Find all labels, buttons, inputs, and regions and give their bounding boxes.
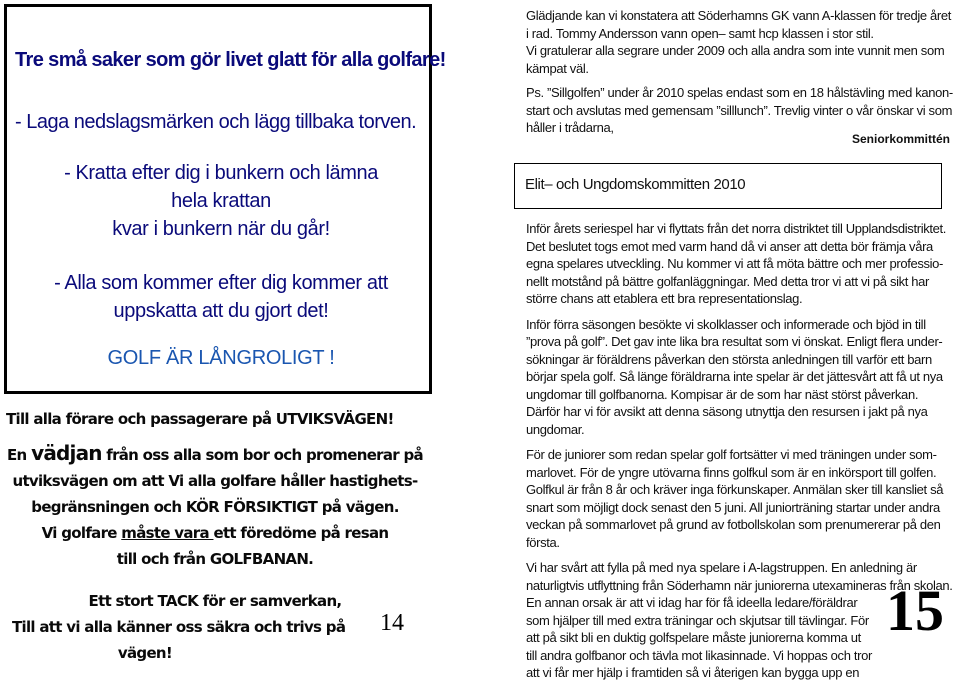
body-line: till andra golfbanor och tävla mot likasinnade. Vi hoppas och tror <box>526 647 872 663</box>
body-line: ungdomar till golfbanorna. Kompisar är de som har näst störst påverkan. <box>526 386 919 402</box>
body-line: veckan på sommarlovet på grund av fotbollskolan som prenumererar på den <box>526 517 941 532</box>
paragraph <box>526 446 956 551</box>
ps-text <box>526 84 956 137</box>
body-line: nellt motstånd på bättre golfanläggningar. Med detta tror vi att vi på sikt har <box>526 273 930 289</box>
ps-line: Ps. ”Sillgolfen” under år 2010 spelas endast som en 18 hålstävling med kanon- <box>526 85 953 100</box>
page-number-left: 14 <box>380 610 404 636</box>
congrats-text <box>526 7 956 77</box>
congrats-line: kämpat väl. <box>526 60 589 76</box>
notice-line-1 <box>0 440 430 468</box>
notice-body <box>0 440 430 572</box>
tip-repair-pitch-marks: - Laga nedslagsmärken och lägg tillbaka torven. <box>15 111 417 133</box>
paragraph <box>526 316 956 439</box>
signature: Seniorkommittén <box>851 132 950 146</box>
body-line: Golfkul är från 8 år och kräver inga förkunskaper. Anmälan sker till kansliet så <box>526 482 944 497</box>
body-line: snart som möjligt dock senast den 5 juni. All juniorträning startar under andra <box>526 499 940 515</box>
notice-line-4 <box>0 520 430 546</box>
tip-rake-line-3: kvar i bunkern när du går! <box>112 218 330 240</box>
ps-line: start och avslutas med gemensam ”silllunch”. Trevlig vinter o vår önskar vi som <box>526 102 953 118</box>
notice-title: Till alla förare och passagerare på UTVIKSVÄGEN! <box>6 410 394 428</box>
thanks-line-3: vägen! <box>117 644 173 662</box>
body-line: egna spelares utveckling. Nu kommer vi att få möta bättre och mer professio- <box>526 256 944 271</box>
notice-en: En <box>7 446 32 464</box>
body-line: första. <box>526 534 560 550</box>
tip-rake-line-2: hela krattan <box>171 190 271 212</box>
body-line: ”prova på golf”. Det gav inte lika bra resultat som vi önskat. Enligt flera under- <box>526 334 943 349</box>
notice-line-4-underlined: måste vara <box>121 524 214 542</box>
body-line: större chans att etablera ett bra representationslag. <box>526 291 803 306</box>
tips-box <box>4 4 446 394</box>
left-page <box>0 0 480 672</box>
body-line: naturligtvis utflyttning från Söderhamn när juniorerna utexamineras från skolan. <box>526 577 953 593</box>
tip-appreciation-line-2: uppskatta att du gjort det! <box>113 300 329 322</box>
ps-line: håller i trådarna, <box>526 120 614 135</box>
notice-line-4-post: ett föredöme på resan <box>213 524 389 542</box>
body-line: Det beslutet togs emot med varm hand då vi anser att detta bör främja våra <box>526 238 933 254</box>
section-heading-box <box>514 163 942 209</box>
body-line: En annan orsak är att vi idag har för få ideella ledare/föräldrar <box>526 595 858 610</box>
body-line: Vi har svårt att fylla på med nya spelare i A-lagstruppen. En anledning är <box>526 560 917 575</box>
paragraph <box>526 220 956 308</box>
thanks-line-2: Till att vi alla känner oss säkra och trivs på <box>12 618 346 636</box>
body-line: att vi får mer hjälp i framtiden så vi återigen kan bygga upp en <box>526 665 860 680</box>
congrats-line: i rad. Tommy Andersson vann open– samt hcp klassen i stor stil. <box>526 25 874 41</box>
section-title: Elit– och Ungdomskommitten 2010 <box>525 176 746 193</box>
notice-line-4-pre: Vi golfare <box>41 524 122 542</box>
notice-vadjan: vädjan <box>31 441 102 465</box>
body-line: Inför förra säsongen besökte vi skolklasser och informerade och bjöd in till <box>526 316 926 332</box>
page-number-right: 15 <box>886 578 944 643</box>
thanks-block <box>0 588 430 666</box>
tip-appreciation-line-1: - Alla som kommer efter dig kommer att <box>54 272 388 294</box>
body-line: börjar spela golf. Så länge föräldrarna inte spelar är det jättesvårt att få ut nya <box>526 369 943 384</box>
tip-rake-line-1: - Kratta efter dig i bunkern och lämna <box>64 162 378 184</box>
thanks-line-1: Ett stort TACK för er samverkan, <box>88 592 342 610</box>
right-page <box>480 0 960 680</box>
notice-line-1-rest: från oss alla som bor och promenerar på <box>101 446 423 464</box>
body-line: Inför årets seriespel har vi flyttats från det norra distriktet till Upplandsdistriktet. <box>526 221 947 236</box>
body-line: ungdomar. <box>526 421 585 437</box>
body-line: marlovet. För de yngre utövarna finns golfkul som är en inkörsport till golfen. <box>526 464 937 480</box>
congrats-line: Vi gratulerar alla segrare under 2009 och alla andra som inte vunnit men som <box>526 43 945 58</box>
body-line: att på sikt bli en duktig golfspelare måste juniorerna komma ut <box>526 630 861 645</box>
body-line: sökningar är föräldrens påverkan den största anledningen till varför ett barn <box>526 351 932 367</box>
notice-line-2: utviksvägen om att Vi alla golfare håller hastighets- <box>12 472 418 490</box>
body-line: För de juniorer som redan spelar golf fortsätter vi med träningen under som- <box>526 447 937 462</box>
slogan: GOLF ÄR LÅNGROLIGT ! <box>107 347 335 369</box>
tip-appreciation <box>7 269 435 325</box>
body-line: Därför har vi för avsikt att denna säsong utnyttja den resursen i jakt på nya <box>526 404 928 419</box>
congrats-line: Glädjande kan vi konstatera att Söderhamns GK vann A-klassen för tredje året <box>526 8 952 23</box>
notice-line-5: till och från GOLFBANAN. <box>116 550 314 568</box>
body-line: som hjälper till med extra träningar och skjutsar till tävlingar. För <box>526 612 869 628</box>
tip-rake-bunker <box>7 159 435 243</box>
notice-line-3: begränsningen och KÖR FÖRSIKTIGT på vägen. <box>31 498 399 516</box>
tips-heading: Tre små saker som gör livet glatt för alla golfare! <box>15 49 446 71</box>
